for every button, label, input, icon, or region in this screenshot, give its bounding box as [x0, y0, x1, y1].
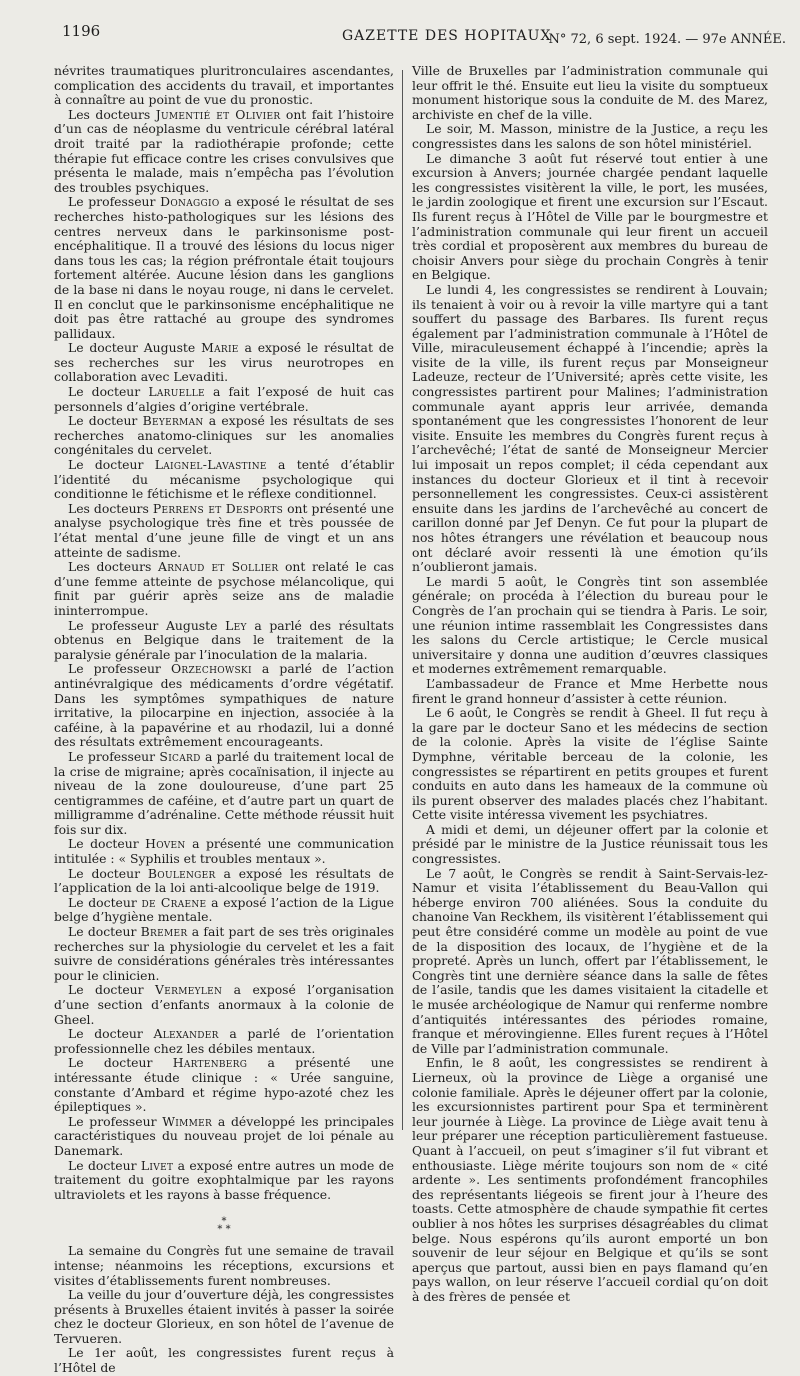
text: a parlé du traitement local de la crise de migraine; après cocaïnisation, il injecte au niveau de la zone douloureuse, d’une part 25 centigrammes de caféine, et d’autre part un quart de milligramme d’adrénaline. Cette méthode réussit huit fois sur dix.	[54, 748, 394, 837]
paragraph: Le mardi 5 août, le Congrès tint son assemblée générale; on procéda à l’élection du bureau pour le Congrès de l’an prochain qui se tiendra à Paris. Le soir, une réunion intime rassemblait les Congressistes dans les salons du Cercle artistique; le Cercle musical universitaire y donna une audition d’œuvres classiques et modernes extrêmement remarquable.	[412, 573, 768, 677]
paragraph	[54, 662, 394, 750]
paragraph	[54, 560, 394, 618]
text: Le professeur	[68, 661, 171, 677]
author-name: Donaggio	[160, 194, 220, 210]
issue-info: N° 72, 6 sept. 1924. — 97e ANNÉE.	[548, 32, 786, 47]
text: Les docteurs	[68, 559, 158, 575]
author-name: de Craene	[141, 894, 207, 910]
text: Le docteur	[68, 457, 155, 473]
paragraph	[54, 341, 394, 385]
paragraph: Le soir, M. Masson, ministre de la Justice, a reçu les congressistes dans les salons de son hôtel ministériel.	[412, 121, 768, 151]
text: a développé les principales caractéristiques du nouveau projet de loi pénale au Danemark.	[54, 1113, 395, 1158]
author-name: Wimmer	[162, 1113, 213, 1129]
author-name: Sicard	[159, 748, 201, 764]
text: Le docteur	[68, 836, 146, 852]
text: a parlé de l’action antinévralgique des médicaments d’ordre végétatif. Dans les symptômes sympathiques de nature irritative, la pilocarpine en injection, associée à la caféine, à la papavérine et au rhodazil, lui a donné des résultats extrêmement encourageants.	[54, 661, 394, 750]
journal-title: GAZETTE DES HOPITAUX	[342, 28, 552, 44]
text: Les docteurs	[68, 500, 153, 516]
paragraph	[54, 837, 394, 866]
paragraph	[54, 925, 394, 983]
text: a présenté une intéressante étude clinique : « Urée sanguine, constante d’Ambard et régime hypo-azoté chez les épileptiques ».	[54, 1055, 395, 1115]
text: ont relaté le cas d’une femme atteinte de psychose mélancolique, qui finit par guérir après seize ans de maladie ininterrompue.	[54, 559, 395, 618]
paragraph: La veille du jour d’ouverture déjà, les congressistes présents à Bruxelles étaient invités à passer la soirée chez le docteur Glorieux, en son hôtel de l’avenue de Tervueren.	[54, 1287, 394, 1346]
text: Le docteur	[68, 1026, 154, 1042]
text: Le professeur	[68, 748, 160, 764]
text: Le docteur	[68, 1157, 141, 1173]
author-name: Perrens et Desports	[152, 500, 284, 516]
paragraph	[54, 108, 394, 196]
author-name: Livet	[140, 1157, 174, 1173]
paragraph: La semaine du Congrès fut une semaine de travail intense; néanmoins les réceptions, excursions et visites d’établissements furent nombreuses.	[54, 1243, 394, 1288]
author-name: Bremer	[140, 924, 188, 940]
paragraph	[54, 867, 394, 896]
text: a exposé l’organisation d’une section d’enfants anormaux à la colonie de Gheel.	[54, 982, 394, 1027]
text: Le docteur	[68, 413, 143, 429]
paragraph	[54, 1027, 394, 1056]
text: Le docteur	[68, 982, 156, 998]
author-name: Boulenger	[147, 865, 216, 881]
text: ont présenté une analyse psychologique très fine et très poussée de l’état mental d’une jeune fille de vingt et un ans atteinte de sadisme.	[54, 500, 394, 560]
paragraph: Le 6 août, le Congrès se rendit à Gheel. Il fut reçu à la gare par le docteur Sano et les médecins de section de la colonie. Après la visite de l’église Sainte Dymphne, véritable berceau de la colonie, les congressistes se répartirent en petits groupes et furent conduits en auto dans les hameaux de la commune où ils purent observer des malades placés chez l’habitant. Cette visite intéressa vivement les psychiatres.	[412, 705, 768, 823]
text: a exposé l’action de la Ligue belge d’hygiène mentale.	[54, 894, 394, 925]
paragraph	[54, 750, 394, 838]
text: Le professeur	[68, 194, 161, 210]
right-column	[412, 63, 768, 1304]
text: a exposé entre autres un mode de traitement du goitre exophtalmique par les rayons ultraviolets et les rayons à basse fréquence.	[54, 1157, 394, 1202]
text: Le docteur	[68, 894, 142, 910]
paragraph	[54, 1056, 394, 1114]
author-name: Hoven	[145, 836, 186, 852]
paragraph	[54, 1115, 394, 1159]
text: Les docteurs	[68, 106, 156, 122]
author-name: Laruelle	[148, 384, 205, 400]
text: a parlé des résultats obtenus en Belgique dans le traitement de la paralysie générale par l’inoculation de la malaria.	[54, 617, 394, 662]
text: a exposé les résultats de ses recherches anatomo-cliniques sur les anomalies congénitales du cervelet.	[54, 413, 395, 458]
author-name: Ley	[225, 617, 247, 633]
author-name: Laignel-Lavastine	[154, 457, 267, 473]
text: Le professeur Auguste	[68, 617, 226, 633]
paragraph	[54, 896, 394, 925]
paragraph: névrites traumatiques pluritronculaires ascendantes, complication des accidents du travail, et importantes à connaître au point de vue du pronostic.	[54, 63, 394, 108]
text: a exposé le résultat de ses recherches sur les virus neurotropes en collaboration avec Levaditi.	[54, 340, 395, 385]
text: Le professeur	[68, 1113, 163, 1129]
paragraph	[54, 1159, 394, 1203]
left-column	[54, 63, 395, 1376]
author-name: Alexander	[153, 1026, 219, 1042]
paragraph: Ville de Bruxelles par l’administration communale qui leur offrit le thé. Ensuite eut lieu la visite du somptueux monument historique sous la conduite de M. des Marez, archiviste en chef de la ville.	[412, 63, 768, 122]
paragraph: Le dimanche 3 août fut réservé tout entier à une excursion à Anvers; journée chargée pendant laquelle les congressistes visitèrent la ville, le port, les musées, le jardin zoologique et firent une excursion sur l’Escaut. Ils furent reçus à l’Hôtel de Ville par le bourgmestre et l’administration communale qui leur firent un accueil très cordial et proposèrent aux membres du bureau de choisir Anvers pour siège du prochain Congrès à tenir en Belgique.	[412, 150, 768, 283]
author-name: Jumentié et Olivier	[155, 106, 281, 122]
column-rule	[402, 70, 403, 1130]
author-name: Vermeylen	[155, 982, 223, 998]
author-name: Orzechowski	[170, 661, 252, 677]
paragraph	[54, 385, 394, 414]
text: ont fait l’histoire d’un cas de néoplasme du ventricule cérébral latéral droit traité par la radiothérapie profonde; cette thérapie fut efficace contre les crises convulsives que présenta le malade, mais n’empêcha pas l’évolution des troubles psychiques.	[54, 106, 394, 195]
paragraph	[54, 414, 394, 458]
page-number: 1196	[62, 22, 101, 40]
page-header	[62, 22, 786, 52]
paragraph	[54, 458, 394, 502]
paragraph	[54, 619, 394, 663]
author-name: Arnaud et Sollier	[157, 559, 279, 575]
text: a fait l’exposé de huit cas personnels d’algies d’origine vertébrale.	[54, 384, 395, 414]
author-name: Marie	[201, 340, 239, 356]
paragraph: L’ambassadeur de France et Mme Herbette nous firent le grand honneur d’assister à cette réunion.	[412, 675, 768, 706]
paragraph: Le lundi 4, les congressistes se rendirent à Louvain; ils tenaient à voir ou à revoir la ville martyre qui a tant souffert du passage des Barbares. Ils furent reçus également par l’administration communale à l’Hôtel de Ville, miraculeusement échappé à l’incendie; après la visite de la ville, ils furent reçus par Monseigneur Ladeuze, recteur de l’Université; après cette visite, les congressistes partirent pour Malines; l’administration communale ayant appris leur arrivée, demanda spontanément que les congressistes l’honorent de leur visite. Ensuite les membres du Congrès furent reçus à l’archevêché; l’état de santé de Monseigneur Mercier lui imposait un repos complet; il céda cependant aux instances du docteur Glorieux et il tint à recevoir personnellement les congressistes. Ceux-ci assistèrent ensuite dans les jardins de l’archevêché au concert de carillon donné par Jef Denyn. Ce fut pour la plupart de nos hôtes étrangers une révélation et beaucoup nous ont déclaré avoir ressenti là une émotion qu’ils n’oublieront jamais.	[412, 281, 768, 575]
text: a exposé le résultat de ses recherches histo-pathologiques sur les lésions des centres nerveux dans le parkinsonisme post-encéphalitique. Il a trouvé des lésions du locus niger dans tous les cas; la région préfrontale était toujours fortement altérée. Aucune lésion dans les ganglions de la base ni dans le noyau rouge, ni dans le cervelet. Il en conclut que le parkinsonisme encéphalitique ne doit pas être rattaché au groupe des syndromes pallidaux.	[54, 194, 395, 341]
paragraph	[54, 195, 394, 341]
text: Le docteur Auguste	[68, 340, 202, 356]
text: a fait part de ses très originales recherches sur la physiologie du cervelet et les a fait suivre de considérations générales très intéressantes pour le clinicien.	[54, 924, 395, 983]
section-separator: * * *	[217, 1216, 231, 1236]
author-name: Beyerman	[142, 413, 204, 429]
text: a parlé de l’orientation professionnelle chez les débiles mentaux.	[54, 1026, 394, 1056]
paragraph: Le 7 août, le Congrès se rendit à Saint-Servais-lez-Namur et visita l’établissement du Beau-Vallon qui héberge environ 700 aliénées. Sous la conduite du chanoine Van Reckhem, ils visitèrent l’établissement qui peut être considéré comme un modèle au point de vue de la disposition des locaux, de l’hygiène et de la propreté. Après un lunch, offert par l’établissement, le Congrès tint une dernière séance dans la salle de fêtes de l’asile, tandis que les dames visitaient la citadelle et le musée archéologique de Namur qui renferme nombre d’antiquités intéressantes des périodes romaine, franque et mérovingienne. Elles furent reçues à l’Hôtel de Ville par l’administration communale.	[412, 865, 768, 1056]
paragraph: Enfin, le 8 août, les congressistes se rendirent à Lierneux, où la province de Liège a organisé une colonie familiale. Après le déjeuner offert par la colonie, les excursionnistes partirent pour Spa et terminèrent leur journée à Liège. La province de Liège avait tenu à leur préparer une réception particulièrement fastueuse. Quant à l’accueil, on peut s’imaginer s’il fut vibrant et enthousiaste. Liège mérite toujours son nom de « cité ardente ». Les sentiments profondément francophiles des représentants liégeois se firent jour à l’heure des toasts. Cette atmosphère de chaude sympathie fit certes oublier à nos hôtes les surprises désagréables du climat belge. Nous espérons qu’ils auront emporté un bon souvenir de leur séjour en Belgique et qu’ils se sont aperçus que partout, aussi bien en pays flamand qu’en pays wallon, on leur réserve l’accueil cordial qu’on doit à des frères de pensée et	[412, 1055, 768, 1304]
text: Le docteur	[68, 865, 148, 881]
text: a tenté d’établir l’identité du mécanisme psychologique qui conditionne le fétichisme et le réflexe conditionnel.	[54, 457, 394, 502]
text: Le docteur	[68, 1055, 173, 1071]
text: Le docteur	[68, 384, 149, 400]
paragraph: Le 1er août, les congressistes furent reçus à l’Hôtel de	[54, 1345, 394, 1376]
text: a présenté une communication intitulée : « Syphilis et troubles mentaux ».	[54, 836, 395, 867]
text: Le docteur	[68, 924, 141, 940]
author-name: Hartenberg	[172, 1055, 248, 1071]
text: a exposé les résultats de l’application de la loi anti-alcoolique belge de 1919.	[54, 865, 394, 896]
paragraph: A midi et demi, un déjeuner offert par la colonie et présidé par le ministre de la Justice réunissait tous les congressistes.	[412, 821, 768, 867]
paragraph	[54, 502, 394, 560]
paragraph	[54, 983, 394, 1027]
